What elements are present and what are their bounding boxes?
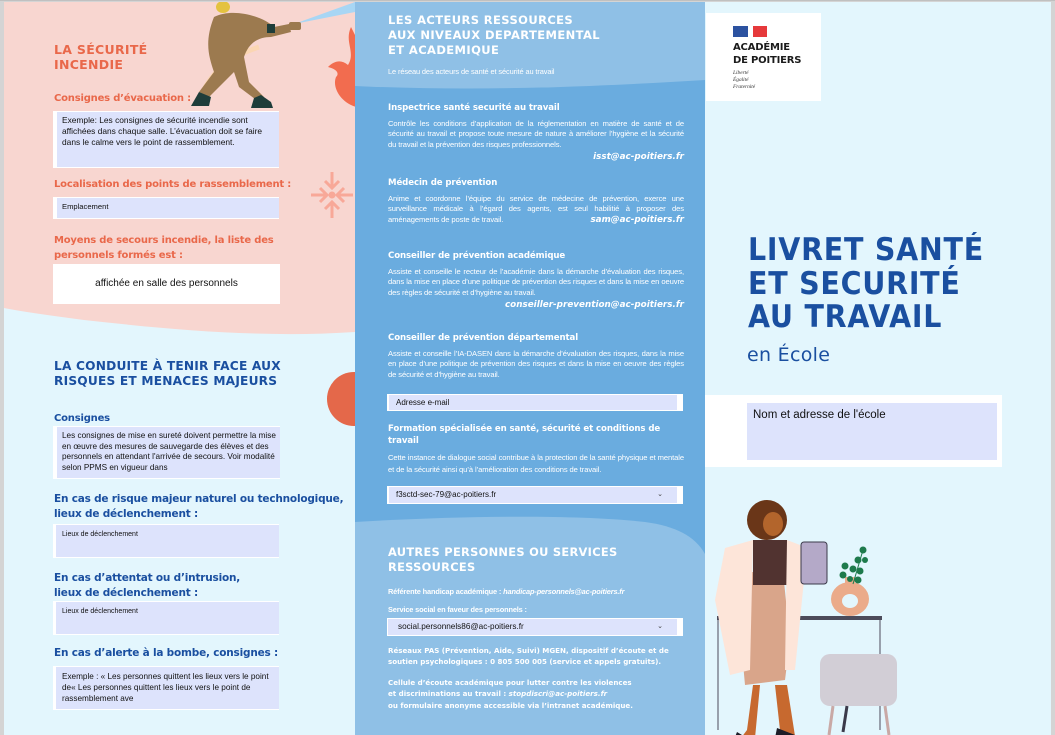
- evacuation-label: Consignes d’évacuation :: [54, 93, 191, 104]
- departmental-email-field-wrap: [387, 394, 683, 411]
- instructions-label: Consignes: [54, 413, 110, 424]
- social-service-select-wrap: [387, 618, 683, 636]
- assembly-point-field[interactable]: Emplacement: [57, 198, 279, 218]
- role-conseiller-departemental: [388, 332, 684, 380]
- rescue-means-field[interactable]: affichée en salle des personnels: [53, 264, 280, 304]
- right-page-gutter: [1051, 1, 1055, 735]
- natural-risk-field[interactable]: Lieux de déclenchement: [56, 525, 279, 557]
- fire-safety-title-line1: LA SÉCURITÉ: [54, 42, 148, 57]
- role-title: Conseiller de prévention académique: [388, 251, 566, 261]
- motto-fraternite: Fraternité: [733, 84, 756, 90]
- role-title: Inspectrice santé securité au travail: [388, 103, 560, 113]
- role-description: Assiste et conseille le recteur de l’académie dans la démarche d’évaluation des risques, dans la mise en place d’une politique de prévention des risques et dans la mise en oeuvre des règles de sécurité et d’hygiène au travail.: [388, 267, 684, 297]
- evacuation-field-wrap: [53, 111, 279, 168]
- logo-name: [733, 42, 801, 67]
- title-au-travail: AU TRAVAIL: [748, 299, 943, 335]
- listening-cell-info: [388, 677, 633, 711]
- cell-line3: ou formulaire anonyme accessible via l’intranet académique.: [388, 700, 633, 710]
- attack-label: [54, 571, 240, 601]
- title-sante: SANTÉ: [874, 232, 984, 268]
- handicap-label: Référente handicap académique :: [388, 587, 504, 596]
- chevron-down-icon[interactable]: ⌄: [657, 491, 663, 498]
- fire-safety-title: [54, 42, 148, 72]
- natural-risk-label-line1: En cas de risque majeur naturel ou technologique,: [54, 493, 344, 505]
- academie-logo: [706, 13, 821, 101]
- departmental-email-field[interactable]: [389, 395, 677, 410]
- cover-subtitle: en École: [747, 344, 831, 366]
- f3sct-email-value: f3sctd-sec-79@ac-poitiers.fr: [396, 490, 497, 499]
- role-email-link[interactable]: sam@ac-poitiers.fr: [590, 214, 684, 225]
- handicap-referent: [388, 587, 624, 598]
- actors-title-line1: LES ACTEURS RESSOURCES: [388, 13, 574, 27]
- logo-line1: ACADÉMIE: [733, 42, 790, 53]
- role-medecin: [388, 177, 684, 225]
- rescue-means-label-line2: personnels formés est :: [54, 250, 183, 261]
- role-formation-specialisee: [388, 423, 684, 475]
- republic-motto: [733, 70, 755, 91]
- title-et: ET: [748, 265, 800, 302]
- motto-egalite: Égalité: [733, 77, 749, 83]
- major-risks-title: [54, 359, 281, 389]
- role-title: Formation spécialisée en santé, sécurité et conditions de travail: [388, 424, 661, 446]
- actors-subtitle: Le réseau des acteurs de santé et sécurité au travail: [388, 67, 555, 76]
- attack-field[interactable]: Lieux de déclenchement: [56, 602, 279, 634]
- instructions-field-wrap: [53, 426, 280, 479]
- rescue-means-label-line1: Moyens de secours incendie, la liste des: [54, 235, 274, 246]
- woman-with-tablet-illustration: [705, 480, 905, 735]
- social-service-select[interactable]: [388, 619, 677, 635]
- logo-line2: DE POITIERS: [733, 54, 802, 66]
- panel-cover: [705, 2, 1051, 735]
- title-livret: LIVRET: [748, 232, 875, 268]
- natural-risk-label-line2: lieux de déclenchement :: [54, 508, 199, 520]
- role-conseiller-academique: [388, 250, 684, 310]
- school-name-address-field[interactable]: Nom et adresse de l'école: [747, 403, 997, 460]
- other-resources-title-line2: RESSOURCES: [388, 560, 476, 574]
- major-risks-title-line2: RISQUES ET MENACES MAJEURS: [54, 374, 278, 388]
- pas-phone[interactable]: 0 805 500 005: [490, 656, 547, 666]
- cover-title: [748, 234, 984, 335]
- f3sct-email-select[interactable]: [389, 487, 677, 503]
- marianne-flag-icon: [733, 26, 767, 37]
- chevron-down-icon[interactable]: ⌄: [657, 623, 663, 630]
- natural-risk-field-wrap: [53, 524, 279, 558]
- role-email-link[interactable]: isst@ac-poitiers.fr: [593, 151, 684, 162]
- panel-safety: [4, 2, 355, 735]
- attack-label-line1: En cas d’attentat ou d’intrusion,: [54, 572, 241, 584]
- social-service-email-value: social.personnels86@ac-poitiers.fr: [398, 622, 524, 631]
- social-service-label: Service social en faveur des personnels :: [388, 605, 527, 614]
- cell-line2-prefix: et discriminations au travail :: [388, 689, 509, 699]
- motto-liberte: Liberté: [733, 70, 749, 76]
- role-description: Assiste et conseille l’IA-DASEN dans la démarche d’évaluation des risques, dans la mise en place d’une politique de prévention des risques et dans la mise en oeuvre des règles de sécurité et d’hygiène au travail.: [388, 349, 684, 379]
- bomb-alert-field[interactable]: Exemple : « Les personnes quittent les lieux vers le point de« Les personnes quittent les lieux vers le point de rassemblement ave: [56, 667, 279, 709]
- attack-label-line2: lieux de déclenchement :: [54, 587, 199, 599]
- attack-field-wrap: [53, 601, 279, 635]
- evacuation-field[interactable]: Exemple: Les consignes de sécurité incendie sont affichées dans chaque salle. L’évacuation doit se faire dans le calme vers le point de rassemblement.: [57, 112, 279, 167]
- role-title: Médecin de prévention: [388, 178, 498, 188]
- pas-line1: Réseaux PAS (Prévention, Aide, Suivi) MGEN, dispositif d’écoute et de: [388, 646, 669, 655]
- bomb-alert-field-wrap: [53, 666, 279, 710]
- pas-line2-suffix: (service et appels gratuits).: [546, 656, 662, 666]
- actors-title-line3: ET ACADEMIQUE: [388, 43, 500, 57]
- cell-line1: Cellule d’écoute académique pour lutter contre les violences: [388, 678, 632, 687]
- role-description: Anime et coordonne l’équipe du service de médecine de prévention, exerce une surveillance médicale à l’égard des agents, est seul habilitié à proposer des aménagements de poste de travail.: [388, 194, 684, 224]
- stopdiscri-email-link[interactable]: stopdiscri@ac-poitiers.fr: [508, 689, 608, 699]
- instructions-field[interactable]: Les consignes de mise en sureté doivent permettre la mise en œuvre des mesures de sauvegarde des élèves et des personnels en attendant l'arrivée de secours. Voir modalité selon PPMS en vigueur dans: [57, 427, 280, 478]
- fire-safety-title-line2: INCENDIE: [54, 57, 124, 72]
- assembly-field-wrap: [53, 197, 279, 219]
- handicap-email-link[interactable]: handicap-personnels@ac-poitiers.fr: [503, 587, 625, 596]
- assembly-point-label: Localisation des points de rassemblement :: [54, 179, 292, 190]
- title-securite: SECURITÉ: [799, 265, 961, 302]
- natural-risk-label: [54, 492, 343, 522]
- flame-icon: [326, 27, 355, 107]
- actors-title: [388, 13, 600, 58]
- pas-line2-prefix: soutien psychologiques :: [388, 656, 491, 666]
- f3sct-email-select-wrap: [387, 486, 683, 504]
- other-resources-title-line1: AUTRES PERSONNES OU SERVICES: [388, 545, 618, 559]
- panel-actors: [355, 2, 705, 735]
- other-resources-title: [388, 545, 617, 575]
- firefighter-illustration: [179, 2, 309, 112]
- orange-circle-decoration: [327, 372, 355, 426]
- school-field-wrap: [705, 395, 1002, 467]
- bomb-alert-label: En cas d’alerte à la bombe, consignes :: [54, 647, 279, 659]
- rescue-means-label: [54, 233, 274, 263]
- role-description: Contrôle les conditions d’application de la réglementation en matière de santé et de sécurité au travail et propose toute mesure de nature à améliorer l’hygiène et la sécurité du travail et la prévention des risques professionnels.: [388, 119, 684, 149]
- actors-title-line2: AUX NIVEAUX DEPARTEMENTAL: [388, 28, 600, 42]
- role-title: Conseiller de prévention départemental: [388, 333, 579, 343]
- role-email-link[interactable]: conseiller-prevention@ac-poitiers.fr: [504, 299, 684, 310]
- role-inspectrice: [388, 102, 684, 162]
- assembly-point-icon: [309, 170, 355, 220]
- pas-network-info: [388, 646, 669, 667]
- major-risks-title-line1: LA CONDUITE À TENIR FACE AUX: [54, 359, 281, 373]
- departmental-email-value: Adresse e-mail: [396, 398, 450, 407]
- role-description: Cette instance de dialogue social contribue à la protection de la santé physique et mentale et de la sécurité ainsi qu’à l’amélioration des conditions de travail.: [388, 453, 684, 474]
- left-page-gutter: [0, 1, 4, 735]
